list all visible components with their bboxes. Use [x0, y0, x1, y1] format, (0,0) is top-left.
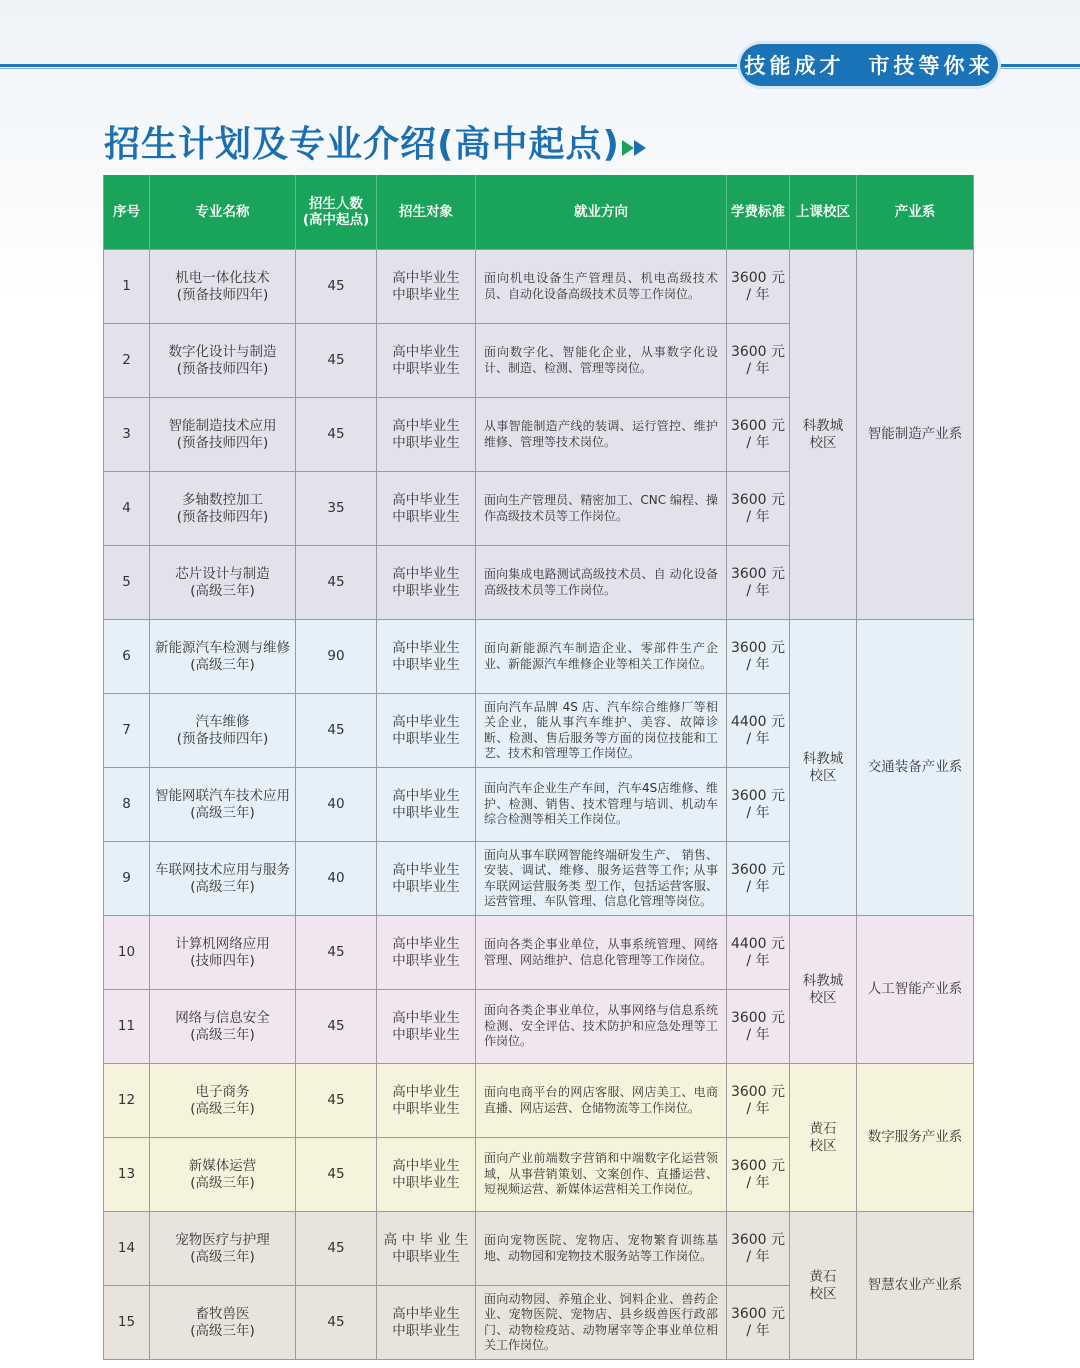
fee-unit: / 年 [746, 286, 770, 303]
fee-unit: / 年 [746, 1248, 770, 1265]
cell-campus [790, 250, 857, 620]
cell-major [150, 398, 296, 472]
cell-fee [727, 472, 790, 546]
major-name: 新能源汽车检测与维修 [155, 639, 290, 656]
cell-target [377, 1138, 476, 1212]
target-line-2: 中职毕业生 [392, 434, 460, 451]
cell-major [150, 472, 296, 546]
fee-amount: 3600 元 [730, 269, 786, 286]
major-name: 多轴数控加工 [182, 491, 263, 508]
cell-target [377, 398, 476, 472]
cell-major [150, 768, 296, 842]
cell-career: 面向汽车企业生产车间，汽车4S店维修、维护、检测、销售、技术管理与培训、机动车综合检测等相关工作岗位。 [476, 768, 727, 842]
page-title: 招生计划及专业介绍(高中起点) [104, 124, 620, 165]
target-line-1: 高中毕业生 [392, 1305, 460, 1322]
major-level: (预备技师四年) [176, 286, 269, 303]
cell-no: 4 [104, 472, 150, 546]
cell-no: 6 [104, 620, 150, 694]
cell-quota: 40 [296, 842, 377, 916]
target-line-1: 高中毕业生 [392, 1157, 460, 1174]
cell-major [150, 842, 296, 916]
major-level: (预备技师四年) [176, 434, 269, 451]
major-level: (高级三年) [190, 582, 255, 599]
cell-target [377, 1286, 476, 1360]
cell-quota: 45 [296, 324, 377, 398]
cell-major [150, 620, 296, 694]
cell-no: 1 [104, 250, 150, 324]
cell-career: 面向集成电路测试高级技术员、自 动化设备高级技术员等工作岗位。 [476, 546, 727, 620]
fee-unit: / 年 [746, 878, 770, 895]
cell-fee [727, 546, 790, 620]
major-name: 电子商务 [195, 1083, 250, 1100]
target-line-1: 高中毕业生 [392, 269, 460, 286]
cell-target [377, 990, 476, 1064]
cell-no: 15 [104, 1286, 150, 1360]
header-quota [296, 175, 377, 250]
header-quota-line2: (高中起点) [302, 212, 370, 228]
target-line-2: 中职毕业生 [392, 1248, 460, 1265]
fee-amount: 3600 元 [730, 639, 786, 656]
cell-dept: 智能制造产业系 [857, 250, 974, 620]
fee-unit: / 年 [746, 1322, 770, 1339]
target-line-2: 中职毕业生 [392, 952, 460, 969]
target-line-1: 高中毕业生 [392, 639, 460, 656]
campus-line-2: 校区 [809, 1137, 837, 1154]
cell-no: 3 [104, 398, 150, 472]
cell-fee [727, 916, 790, 990]
fee-unit: / 年 [746, 952, 770, 969]
target-line-1: 高中毕业生 [392, 861, 460, 878]
cell-major [150, 694, 296, 768]
major-level: (预备技师四年) [176, 508, 269, 525]
fee-amount: 4400 元 [730, 713, 786, 730]
cell-quota: 45 [296, 398, 377, 472]
campus-line-2: 校区 [809, 989, 837, 1006]
major-level: (高级三年) [190, 878, 255, 895]
cell-quota: 45 [296, 250, 377, 324]
major-level: (高级三年) [190, 1026, 255, 1043]
header-fee: 学费标准 [727, 175, 790, 250]
cell-career: 面向动物园、养殖企业、饲料企业、兽药企业、宠物医院、宠物店、县乡级兽医行政部门、动物检疫站、动物屠宰等企事业单位相关工作岗位。 [476, 1286, 727, 1360]
cell-fee [727, 1138, 790, 1212]
cell-campus [790, 1064, 857, 1212]
major-level: (技师四年) [190, 952, 255, 969]
cell-major [150, 990, 296, 1064]
target-line-2: 中职毕业生 [392, 656, 460, 673]
target-line-2: 中职毕业生 [392, 1100, 460, 1117]
fee-amount: 3600 元 [730, 417, 786, 434]
fee-unit: / 年 [746, 582, 770, 599]
enrollment-table [103, 175, 974, 1360]
major-level: (高级三年) [190, 656, 255, 673]
cell-major [150, 546, 296, 620]
cell-no: 8 [104, 768, 150, 842]
campus-line-2: 校区 [809, 1285, 837, 1302]
fee-unit: / 年 [746, 1026, 770, 1043]
header-target: 招生对象 [377, 175, 476, 250]
cell-target [377, 472, 476, 546]
cell-career: 面向各类企事业单位，从事系统管理、网络管理、网站维护、信息化管理等工作岗位。 [476, 916, 727, 990]
cell-major [150, 1138, 296, 1212]
cell-target [377, 694, 476, 768]
cell-target [377, 768, 476, 842]
fee-amount: 3600 元 [730, 861, 786, 878]
cell-target [377, 546, 476, 620]
cell-target [377, 842, 476, 916]
cell-fee [727, 398, 790, 472]
table-row [104, 1064, 974, 1138]
cell-dept: 数字服务产业系 [857, 1064, 974, 1212]
cell-fee [727, 842, 790, 916]
major-name: 汽车维修 [195, 713, 250, 730]
cell-dept: 人工智能产业系 [857, 916, 974, 1064]
cell-fee [727, 1212, 790, 1286]
header-dept: 产业系 [857, 175, 974, 250]
campus-line-1: 科教城 [802, 417, 844, 434]
fee-unit: / 年 [746, 508, 770, 525]
fee-unit: / 年 [746, 730, 770, 747]
cell-career: 面向各类企事业单位，从事网络与信息系统检测、安全评估、技术防护和应急处理等工作岗位。 [476, 990, 727, 1064]
cell-no: 9 [104, 842, 150, 916]
target-line-1: 高中毕业生 [392, 343, 460, 360]
fee-unit: / 年 [746, 804, 770, 821]
target-line-1: 高中毕业生 [392, 1009, 460, 1026]
cell-quota: 45 [296, 916, 377, 990]
cell-career: 面向汽车品牌 4S 店、汽车综合维修厂等相关企业，能从事汽车维护、美容、故障诊断、检测、售后服务等方面的岗位技能和工艺、技术和管理等工作岗位。 [476, 694, 727, 768]
major-level: (预备技师四年) [176, 360, 269, 377]
target-line-2: 中职毕业生 [392, 1026, 460, 1043]
cell-quota: 35 [296, 472, 377, 546]
target-line-1: 高中毕业生 [392, 1083, 460, 1100]
cell-quota: 90 [296, 620, 377, 694]
cell-no: 13 [104, 1138, 150, 1212]
cell-quota: 45 [296, 1212, 377, 1286]
cell-career: 面向数字化、智能化企业，从事数字化设计、制造、检测、管理等岗位。 [476, 324, 727, 398]
target-line-1: 高中毕业生 [392, 713, 460, 730]
cell-quota: 45 [296, 1064, 377, 1138]
cell-no: 7 [104, 694, 150, 768]
header-major: 专业名称 [150, 175, 296, 250]
cell-quota: 45 [296, 1138, 377, 1212]
table-row [104, 916, 974, 990]
cell-career: 面向电商平台的网店客服、网店美工、电商直播、网店运营、仓储物流等工作岗位。 [476, 1064, 727, 1138]
cell-career: 面向机电设备生产管理员、机电高级技术员、自动化设备高级技术员等工作岗位。 [476, 250, 727, 324]
target-line-2: 中职毕业生 [392, 1174, 460, 1191]
table-row [104, 620, 974, 694]
table-row [104, 250, 974, 324]
table-body [104, 250, 974, 1360]
cell-dept: 智慧农业产业系 [857, 1212, 974, 1360]
slogan-part-1: 技能成才 [744, 53, 845, 78]
cell-fee [727, 620, 790, 694]
cell-major [150, 250, 296, 324]
cell-fee [727, 990, 790, 1064]
cell-no: 11 [104, 990, 150, 1064]
major-level: (高级三年) [190, 1100, 255, 1117]
major-level: (高级三年) [190, 1248, 255, 1265]
fee-unit: / 年 [746, 434, 770, 451]
target-line-2: 中职毕业生 [392, 360, 460, 377]
cell-target [377, 620, 476, 694]
cell-target [377, 916, 476, 990]
cell-major [150, 916, 296, 990]
target-line-1: 高 中 毕 业 生 [383, 1231, 469, 1248]
campus-line-2: 校区 [809, 434, 837, 451]
major-name: 畜牧兽医 [195, 1305, 250, 1322]
cell-major [150, 1064, 296, 1138]
fee-unit: / 年 [746, 360, 770, 377]
header-quota-line1: 招生人数 [309, 196, 363, 212]
fee-amount: 3600 元 [730, 565, 786, 582]
major-level: (高级三年) [190, 804, 255, 821]
campus-line-1: 黄石 [809, 1120, 837, 1137]
cell-career: 面向从事车联网智能终端研发生产、 销售、安装、调试、维修、服务运营等工作; 从事车联网运营服务类 型工作，包括运营客服、运营管理、车队管理、信息化管理等岗位。 [476, 842, 727, 916]
major-level: (高级三年) [190, 1322, 255, 1339]
fee-amount: 3600 元 [730, 1009, 786, 1026]
fee-amount: 4400 元 [730, 935, 786, 952]
cell-no: 2 [104, 324, 150, 398]
target-line-1: 高中毕业生 [392, 417, 460, 434]
major-name: 智能网联汽车技术应用 [155, 787, 290, 804]
cell-major [150, 324, 296, 398]
target-line-2: 中职毕业生 [392, 878, 460, 895]
major-name: 智能制造技术应用 [168, 417, 277, 434]
fee-unit: / 年 [746, 656, 770, 673]
cell-target [377, 250, 476, 324]
header-no: 序号 [104, 175, 150, 250]
major-name: 计算机网络应用 [175, 935, 270, 952]
cell-target [377, 1064, 476, 1138]
major-level: (高级三年) [190, 1174, 255, 1191]
target-line-2: 中职毕业生 [392, 508, 460, 525]
slogan-part-2: 市技等你来 [868, 53, 994, 78]
major-name: 宠物医疗与护理 [175, 1231, 270, 1248]
target-line-1: 高中毕业生 [392, 787, 460, 804]
fee-amount: 3600 元 [730, 1083, 786, 1100]
table-row [104, 1212, 974, 1286]
fee-amount: 3600 元 [730, 1305, 786, 1322]
cell-no: 12 [104, 1064, 150, 1138]
cell-quota: 40 [296, 768, 377, 842]
major-name: 数字化设计与制造 [168, 343, 277, 360]
cell-quota: 45 [296, 546, 377, 620]
target-line-2: 中职毕业生 [392, 582, 460, 599]
major-name: 新媒体运营 [188, 1157, 257, 1174]
cell-fee [727, 694, 790, 768]
cell-fee [727, 1286, 790, 1360]
header-career: 就业方向 [476, 175, 727, 250]
cell-career: 面向宠物医院、宠物店、宠物繁育训练基地、动物园和宠物技术服务站等工作岗位。 [476, 1212, 727, 1286]
cell-campus [790, 916, 857, 1064]
target-line-1: 高中毕业生 [392, 935, 460, 952]
fee-amount: 3600 元 [730, 787, 786, 804]
cell-target [377, 1212, 476, 1286]
cell-quota: 45 [296, 694, 377, 768]
major-level: (预备技师四年) [176, 730, 269, 747]
campus-line-1: 科教城 [802, 972, 844, 989]
target-line-2: 中职毕业生 [392, 804, 460, 821]
cell-career: 从事智能制造产线的装调、运行管控、维护维修、管理等技术岗位。 [476, 398, 727, 472]
fee-unit: / 年 [746, 1174, 770, 1191]
header-campus: 上课校区 [790, 175, 857, 250]
cell-quota: 45 [296, 990, 377, 1064]
campus-line-1: 科教城 [802, 750, 844, 767]
cell-no: 14 [104, 1212, 150, 1286]
major-name: 芯片设计与制造 [175, 565, 270, 582]
target-line-1: 高中毕业生 [392, 565, 460, 582]
double-arrow-icon [622, 138, 652, 158]
cell-major [150, 1212, 296, 1286]
table-header-row [104, 175, 974, 250]
fee-amount: 3600 元 [730, 1231, 786, 1248]
target-line-1: 高中毕业生 [392, 491, 460, 508]
major-name: 网络与信息安全 [175, 1009, 270, 1026]
cell-major [150, 1286, 296, 1360]
cell-quota: 45 [296, 1286, 377, 1360]
cell-fee [727, 1064, 790, 1138]
cell-career: 面向生产管理员、精密加工、CNC 编程、操作高级技术员等工作岗位。 [476, 472, 727, 546]
cell-career: 面向新能源汽车制造企业、零部件生产企业、新能源汽车维修企业等相关工作岗位。 [476, 620, 727, 694]
fee-amount: 3600 元 [730, 343, 786, 360]
cell-fee [727, 768, 790, 842]
cell-fee [727, 324, 790, 398]
target-line-2: 中职毕业生 [392, 286, 460, 303]
campus-line-1: 黄石 [809, 1268, 837, 1285]
target-line-2: 中职毕业生 [392, 730, 460, 747]
fee-amount: 3600 元 [730, 491, 786, 508]
cell-campus [790, 1212, 857, 1360]
major-name: 车联网技术应用与服务 [155, 861, 290, 878]
campus-line-2: 校区 [809, 767, 837, 784]
fee-amount: 3600 元 [730, 1157, 786, 1174]
cell-no: 5 [104, 546, 150, 620]
cell-campus [790, 620, 857, 916]
cell-no: 10 [104, 916, 150, 990]
cell-fee [727, 250, 790, 324]
cell-dept: 交通装备产业系 [857, 620, 974, 916]
slogan-banner [740, 44, 998, 86]
major-name: 机电一体化技术 [175, 269, 270, 286]
cell-target [377, 324, 476, 398]
target-line-2: 中职毕业生 [392, 1322, 460, 1339]
cell-career: 面向产业前端数字营销和中端数字化运营领域，从事营销策划、文案创作、直播运营、短视频运营、新媒体运营相关工作岗位。 [476, 1138, 727, 1212]
fee-unit: / 年 [746, 1100, 770, 1117]
